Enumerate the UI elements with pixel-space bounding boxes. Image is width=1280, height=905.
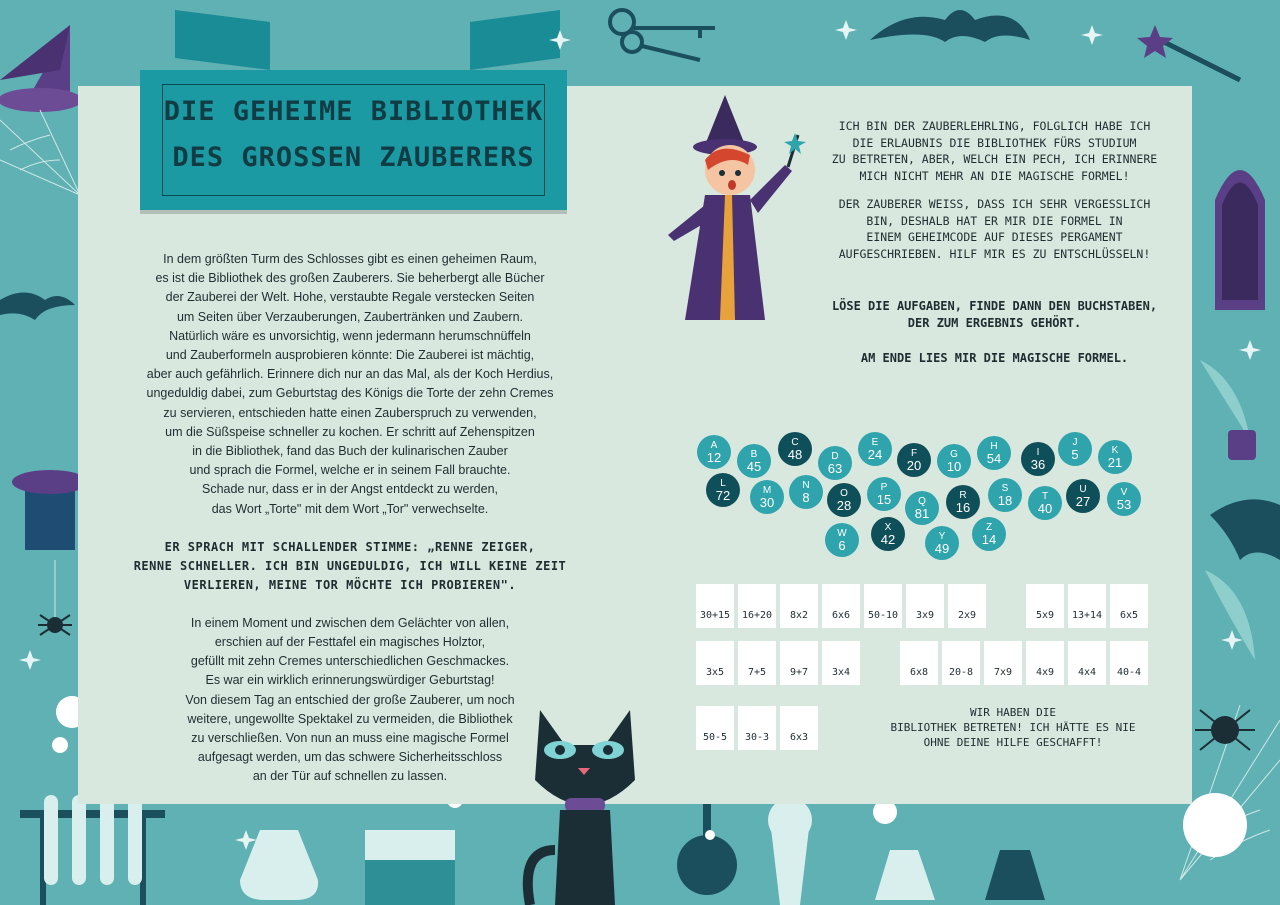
code-letter: X bbox=[884, 522, 892, 533]
card-equation: 6x6 bbox=[831, 610, 851, 621]
card-equation: 6x5 bbox=[1119, 610, 1139, 621]
code-number: 27 bbox=[1075, 494, 1091, 509]
code-bubble-k bbox=[1098, 440, 1132, 474]
code-number: 53 bbox=[1116, 497, 1132, 512]
code-bubble-n bbox=[789, 475, 823, 509]
feather-icon bbox=[1200, 360, 1250, 440]
code-number: 12 bbox=[706, 450, 722, 465]
code-bubble-h bbox=[977, 436, 1011, 470]
code-number: 6 bbox=[838, 538, 846, 553]
code-letter: D bbox=[831, 451, 839, 462]
ending-text-line: BIBLIOTHEK BETRETEN! ICH HÄTTE ES NIE bbox=[890, 721, 1136, 734]
code-bubble-a bbox=[697, 435, 731, 469]
code-letter: E bbox=[871, 437, 879, 448]
card-equation: 16+20 bbox=[741, 610, 773, 621]
code-bubble-v bbox=[1107, 482, 1141, 516]
code-number: 20 bbox=[906, 458, 922, 473]
answer-card[interactable] bbox=[1026, 641, 1064, 685]
code-number: 48 bbox=[787, 447, 803, 462]
card-equation: 30-3 bbox=[744, 732, 770, 743]
code-letter: L bbox=[720, 478, 726, 489]
apprentice-intro-line: ICH BIN DER ZAUBERLEHRLING, FOLGLICH HABE ICH bbox=[838, 119, 1151, 133]
answer-card[interactable] bbox=[822, 584, 860, 628]
story-paragraph-2-line: gefüllt mit zehn Cremes unterschiedlichen Geschmackes. bbox=[190, 654, 510, 669]
story-paragraph-1-line: Schade nur, dass er in der Angst entdeckt zu werden, bbox=[201, 482, 498, 497]
code-number: 28 bbox=[836, 498, 852, 513]
answer-card[interactable] bbox=[1110, 584, 1148, 628]
apprentice-intro bbox=[812, 118, 1177, 184]
code-letter: U bbox=[1079, 484, 1087, 495]
story-paragraph-1-line: in die Bibliothek, fand das Buch der kulinarischen Zauber bbox=[192, 444, 508, 459]
code-letter: J bbox=[1072, 437, 1078, 448]
answer-card[interactable] bbox=[780, 584, 818, 628]
story-paragraph-2-line: an der Tür auf schnellen zu lassen. bbox=[252, 769, 448, 784]
code-letter: C bbox=[791, 437, 799, 448]
apprentice-intro-line: DIE ERLAUBNIS DIE BIBLIOTHEK FÜRS STUDIUM bbox=[852, 135, 1137, 150]
code-bubble-x bbox=[871, 517, 905, 551]
code-bubble-r bbox=[946, 485, 980, 519]
code-letter: T bbox=[1041, 491, 1049, 502]
code-number: 36 bbox=[1030, 457, 1046, 472]
story-paragraph-1-line: Natürlich wäre es unvorsichtig, wenn jedermann herumschnüffeln bbox=[169, 328, 531, 343]
bat-left-icon bbox=[0, 293, 75, 321]
apprentice-intro-2-line: EINEM GEHEIMCODE AUF DIESES PERGAMENT bbox=[866, 230, 1123, 244]
code-number: 5 bbox=[1071, 447, 1079, 462]
page-title-line-2: DES GROSSEN ZAUBERERS bbox=[172, 142, 535, 173]
card-equation: 2x9 bbox=[957, 610, 977, 621]
story-paragraph-1 bbox=[130, 250, 570, 519]
code-letter: O bbox=[840, 488, 848, 499]
answer-card[interactable] bbox=[1068, 584, 1106, 628]
card-equation: 9+7 bbox=[789, 667, 809, 678]
card-equation: 50-5 bbox=[702, 732, 728, 743]
code-bubble-u bbox=[1066, 479, 1100, 513]
answer-card[interactable] bbox=[942, 641, 980, 685]
code-letter: F bbox=[910, 448, 918, 459]
code-bubble-w bbox=[825, 523, 859, 557]
code-letter: Y bbox=[938, 531, 946, 542]
code-number: 42 bbox=[880, 532, 896, 547]
story-paragraph-1-line: ungeduldig dabei, zum Geburtstag des Königs die Torte der zehn Cremes bbox=[146, 386, 554, 401]
answer-card[interactable] bbox=[864, 584, 902, 628]
apprentice-intro-2 bbox=[812, 196, 1177, 262]
task-instructions-line: LÖSE DIE AUFGABEN, FINDE DANN DEN BUCHSTABEN, bbox=[831, 299, 1158, 313]
answer-card[interactable] bbox=[696, 584, 734, 628]
code-bubble-z bbox=[972, 517, 1006, 551]
lab-equipment-right-icon bbox=[677, 793, 1247, 905]
card-equation: 40-4 bbox=[1116, 667, 1142, 678]
story-spell bbox=[130, 538, 570, 595]
code-number: 45 bbox=[746, 459, 762, 474]
story-paragraph-1-line: In dem größten Turm des Schlosses gibt es einen geheimen Raum, bbox=[163, 252, 537, 266]
card-equation: 30+15 bbox=[699, 610, 731, 621]
code-letter: P bbox=[880, 482, 888, 493]
story-paragraph-2 bbox=[130, 614, 570, 787]
apprentice-intro-2-line: BIN, DESHALB HAT ER MIR DIE FORMEL IN bbox=[866, 213, 1123, 228]
code-letter: A bbox=[710, 440, 718, 451]
story-paragraph-1-line: und Zauberformeln ausprobieren könnte: Die Zauberei ist mächtig, bbox=[165, 348, 535, 363]
answer-card[interactable] bbox=[822, 641, 860, 685]
code-letter: R bbox=[959, 490, 967, 501]
code-bubble-q bbox=[905, 491, 939, 525]
story-paragraph-1-line: es ist die Bibliothek des großen Zauberers. Sie beherbergt alle Bücher bbox=[155, 271, 545, 286]
code-bubble-e bbox=[858, 432, 892, 466]
code-number: 40 bbox=[1037, 501, 1053, 516]
card-equation: 6x3 bbox=[789, 732, 809, 743]
code-bubble-o bbox=[827, 483, 861, 517]
answer-card[interactable] bbox=[900, 641, 938, 685]
task-instructions bbox=[812, 298, 1177, 331]
card-equation: 3x5 bbox=[705, 667, 725, 678]
code-letter: Q bbox=[918, 496, 926, 507]
code-number: 18 bbox=[997, 493, 1013, 508]
answer-card[interactable] bbox=[738, 584, 776, 628]
answer-card[interactable] bbox=[696, 641, 734, 685]
card-equation: 3x9 bbox=[915, 610, 935, 621]
card-equation: 6x8 bbox=[909, 667, 929, 678]
story-paragraph-1-line: das Wort „Torte" mit dem Wort „Tor" verwechselte. bbox=[211, 501, 489, 516]
story-paragraph-2-line: erschien auf der Festtafel ein magisches Holztor, bbox=[214, 635, 486, 650]
story-paragraph-2-line: In einem Moment und zwischen dem Gelächter von allen, bbox=[190, 615, 510, 630]
code-letter: H bbox=[990, 441, 998, 452]
story-paragraph-2-line: Es war ein wirklich erinnerungswürdiger Geburtstag! bbox=[205, 673, 495, 688]
top-hat-icon bbox=[12, 470, 88, 550]
code-letter: Z bbox=[985, 522, 993, 533]
code-number: 15 bbox=[876, 492, 892, 507]
code-letter: K bbox=[1111, 445, 1119, 456]
code-bubble-t bbox=[1028, 486, 1062, 520]
answer-card[interactable] bbox=[984, 641, 1022, 685]
card-equation: 4x4 bbox=[1077, 667, 1097, 678]
code-number: 14 bbox=[981, 532, 997, 547]
code-number: 8 bbox=[802, 490, 810, 505]
card-equation: 5x9 bbox=[1035, 610, 1055, 621]
answer-card[interactable] bbox=[696, 706, 734, 750]
story-spell-line: ER SPRACH MIT SCHALLENDER STIMME: „RENNE ZEIGER, bbox=[164, 539, 536, 554]
code-number: 21 bbox=[1107, 455, 1123, 470]
page-title-line-1: DIE GEHEIME BIBLIOTHEK bbox=[163, 96, 544, 127]
card-equation: 3x4 bbox=[831, 667, 851, 678]
title-banner bbox=[140, 70, 567, 210]
code-letter: W bbox=[837, 528, 847, 539]
code-bubble-d bbox=[818, 446, 852, 480]
witch-hat-icon bbox=[0, 25, 82, 112]
card-equation: 13+14 bbox=[1071, 610, 1103, 621]
feather-icon-2 bbox=[1205, 570, 1255, 660]
code-bubble-l bbox=[706, 473, 740, 507]
lab-equipment-icon bbox=[20, 795, 455, 905]
card-equation: 50-10 bbox=[867, 610, 899, 621]
story-spell-line: RENNE SCHNELLER. ICH BIN UNGEDULDIG, ICH WILL KEINE ZEIT bbox=[133, 558, 567, 573]
story-paragraph-2-line: Von diesem Tag an entschied der große Zauberer, um noch bbox=[185, 692, 515, 707]
code-letter: V bbox=[1120, 487, 1128, 498]
card-equation: 20-8 bbox=[948, 667, 974, 678]
black-cat-illustration bbox=[520, 700, 650, 905]
code-number: 81 bbox=[914, 506, 930, 521]
answer-card[interactable] bbox=[738, 641, 776, 685]
apprentice-intro-2-line: AUFGESCHRIEBEN. HILF MIR ES ZU ENTSCHLÜSSELN! bbox=[838, 246, 1151, 261]
answer-card[interactable] bbox=[948, 584, 986, 628]
code-letter: B bbox=[750, 449, 758, 460]
ribbon-right bbox=[470, 10, 560, 70]
story-text bbox=[130, 250, 570, 806]
code-number: 24 bbox=[867, 447, 883, 462]
ending-text-line: WIR HABEN DIE bbox=[969, 706, 1057, 719]
task-instructions-line: DER ZUM ERGEBNIS GEHÖRT. bbox=[907, 315, 1082, 330]
code-bubble-m bbox=[750, 480, 784, 514]
code-number: 10 bbox=[946, 459, 962, 474]
card-equation: 7+5 bbox=[747, 667, 767, 678]
bat-icon bbox=[870, 10, 1030, 42]
story-paragraph-1-line: und sprach die Formel, welche er in seinem Fall brauchte. bbox=[189, 463, 511, 478]
answer-card[interactable] bbox=[780, 706, 818, 750]
castle-window-icon bbox=[1215, 170, 1265, 310]
code-letter: S bbox=[1001, 483, 1009, 494]
ending-text-line: OHNE DEINE HILFE GESCHAFFT! bbox=[923, 736, 1103, 749]
bat-right-icon bbox=[1210, 499, 1280, 560]
story-paragraph-1-line: um Seiten über Verzauberungen, Zaubertränken und Zaubern. bbox=[176, 309, 524, 324]
code-bubble-i bbox=[1021, 442, 1055, 476]
code-bubble-f bbox=[897, 443, 931, 477]
answer-card[interactable] bbox=[738, 706, 776, 750]
apprentice-intro-line: ZU BETRETEN, ABER, WELCH EIN PECH, ICH ERINNERE bbox=[831, 152, 1158, 166]
apprentice-intro-2-line: DER ZAUBERER WEISS, DASS ICH SEHR VERGESSLICH bbox=[838, 197, 1151, 211]
story-paragraph-2-line: aufgesagt werden, um das schwere Sicherheitsschloss bbox=[197, 750, 503, 765]
story-paragraph-1-line: um die Süßspeise schneller zu kochen. Er schritt auf Zehenspitzen bbox=[165, 424, 535, 439]
code-letter: I bbox=[1036, 447, 1040, 458]
story-paragraph-1-line: zu servieren, entschieden hatte einen Zauberspruch zu verwenden, bbox=[163, 405, 537, 420]
answer-card[interactable] bbox=[1068, 641, 1106, 685]
story-paragraph-2-line: zu verschließen. Von nun an muss eine magische Formel bbox=[191, 731, 509, 746]
code-bubble-y bbox=[925, 526, 959, 560]
code-bubble-j bbox=[1058, 432, 1092, 466]
story-spell-line: VERLIEREN, MEINE TOR MÖCHTE ICH PROBIEREN". bbox=[183, 577, 517, 592]
code-letter: N bbox=[802, 480, 810, 491]
answer-card[interactable] bbox=[1026, 584, 1064, 628]
ink-pot-icon bbox=[1228, 430, 1256, 460]
code-bubble-b bbox=[737, 444, 771, 478]
story-paragraph-1-line: der Zauberei der Welt. Hohe, verstaubte Regale verstecken Seiten bbox=[165, 290, 535, 305]
task-final: AM ENDE LIES MIR DIE MAGISCHE FORMEL. bbox=[860, 351, 1129, 365]
card-equation: 4x9 bbox=[1035, 667, 1055, 678]
code-number: 54 bbox=[986, 451, 1002, 466]
code-bubble-g bbox=[937, 444, 971, 478]
ending-text bbox=[878, 705, 1148, 750]
apprentice-intro-line: MICH NICHT MEHR AN DIE MAGISCHE FORMEL! bbox=[859, 168, 1130, 183]
code-bubble-s bbox=[988, 478, 1022, 512]
code-bubble-c bbox=[778, 432, 812, 466]
ribbon-left bbox=[175, 10, 270, 70]
code-number: 49 bbox=[934, 541, 950, 556]
code-number: 30 bbox=[759, 495, 775, 510]
code-letter: G bbox=[950, 449, 958, 460]
code-number: 72 bbox=[715, 488, 731, 503]
story-paragraph-2-line: weitere, ungewollte Spektakel zu vermeiden, die Bibliothek bbox=[187, 711, 513, 726]
wizard-apprentice-illustration bbox=[650, 95, 810, 330]
answer-card[interactable] bbox=[906, 584, 944, 628]
answer-card[interactable] bbox=[780, 641, 818, 685]
card-equation: 7x9 bbox=[993, 667, 1013, 678]
code-letter: M bbox=[762, 485, 772, 496]
card-equation: 8x2 bbox=[789, 610, 809, 621]
code-number: 63 bbox=[827, 461, 843, 476]
answer-card[interactable] bbox=[1110, 641, 1148, 685]
code-bubble-p bbox=[867, 477, 901, 511]
code-number: 16 bbox=[955, 500, 971, 515]
key-icon bbox=[610, 10, 715, 60]
story-paragraph-1-line: aber auch gefährlich. Erinnere dich nur an das Mal, als der Koch Herdius, bbox=[146, 367, 554, 382]
magic-wand-icon bbox=[1137, 25, 1240, 80]
